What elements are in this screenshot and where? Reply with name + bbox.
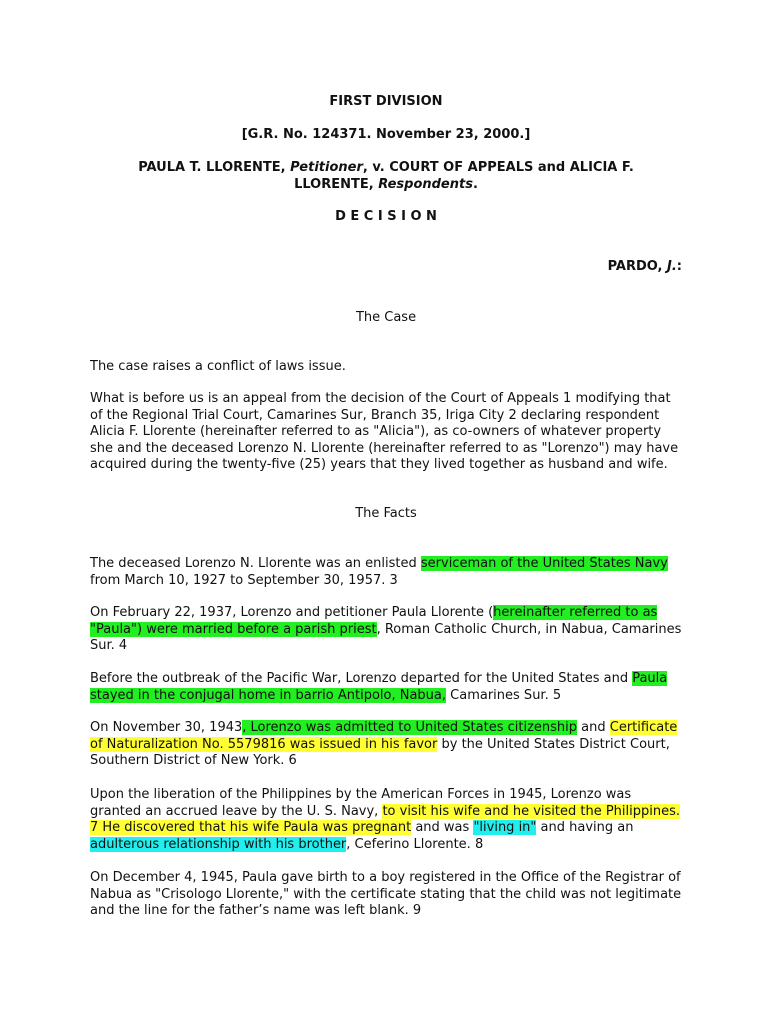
paragraph-1: The case raises a conflict of laws issue. <box>90 359 346 374</box>
text-run: Upon the liberation of the Philippines by the American Forces in 1945, Lorenzo was granted an accrued leave by the U. S. Navy, <box>90 787 632 819</box>
text-run: Camarines Sur. 5 <box>446 687 562 703</box>
ponente <box>90 259 682 276</box>
petitioner-role: Petitioner <box>290 160 363 175</box>
paragraph-3 <box>90 556 682 589</box>
highlight-cyan: "living in" <box>473 820 537 835</box>
text-run: On November 30, 1943 <box>90 720 243 735</box>
text-run: and was <box>411 820 474 835</box>
text-run: The deceased Lorenzo N. Llorente was an enlisted <box>90 556 421 571</box>
text-run: , Ceferino Llorente. 8 <box>346 836 484 852</box>
paragraph-7 <box>90 787 682 853</box>
paragraph-2: What is before us is an appeal from the decision of the Court of Appeals 1 modifying that of the Regional Trial Court, Camarines Sur, Branch 35, Iriga City 2 declaring respondent Alicia F. Llorente (hereinafter referred to as "Alicia"), as co-owners of whatever property she and the deceased Lorenzo N. Llorente (hereinafter referred to as "Lorenzo") may have acquired during the twenty-five (25) years that they lived together as husband and wife. <box>90 391 679 472</box>
highlight-green: hereinafter referred to as "Paula") were married before a parish priest <box>90 605 658 637</box>
highlight-green: Paula stayed in the conjugal home in barrio Antipolo, Nabua, <box>90 671 668 703</box>
paragraph-4 <box>90 605 682 655</box>
text-run: and <box>577 720 610 735</box>
text-run: and having an <box>536 820 634 835</box>
text-run: from March 10, 1927 to September 30, 1957. 3 <box>90 572 398 588</box>
judge-end: : <box>676 259 682 274</box>
highlight-yellow: Certificate of Naturalization No. 5579816 was issued in his favor <box>90 720 678 752</box>
decision-heading: D E C I S I O N <box>335 209 437 224</box>
section-heading-facts: The Facts <box>355 506 417 521</box>
text-run: by the United States District Court, Southern District of New York. 6 <box>90 736 670 768</box>
case-number: [G.R. No. 124371. November 23, 2000.] <box>241 127 531 142</box>
paragraph-5 <box>90 671 682 704</box>
judge-title: J. <box>667 259 677 274</box>
highlight-cyan: adulterous relationship with his brother <box>90 836 347 852</box>
highlight-yellow: to visit his wife and he visited the Philippines. 7 He discovered that his wife Paula was pregnant <box>90 803 681 835</box>
respondent-names: , v. COURT OF APPEALS and ALICIA F. LLORENTE, <box>294 160 634 192</box>
case-parties <box>90 160 682 193</box>
petitioner-name: PAULA T. LLORENTE, <box>138 160 291 175</box>
text-run: , Roman Catholic Church, in Nabua, Camarines Sur. 4 <box>90 621 682 653</box>
division-heading: FIRST DIVISION <box>329 94 443 109</box>
highlight-green: serviceman of the United States Navy <box>420 556 668 571</box>
judge-name: PARDO, <box>607 259 668 274</box>
section-heading-case: The Case <box>355 310 417 325</box>
highlight-green: , Lorenzo was admitted to United States citizenship <box>242 720 578 735</box>
respondent-role: Respondents <box>378 176 473 192</box>
parties-end: . <box>472 176 478 192</box>
text-run: Before the outbreak of the Pacific War, Lorenzo departed for the United States and <box>90 671 633 686</box>
text-run: On February 22, 1937, Lorenzo and petitioner Paula Llorente ( <box>90 605 494 620</box>
paragraph-6 <box>90 720 682 770</box>
paragraph-8: On December 4, 1945, Paula gave birth to a boy registered in the Office of the Registrar of Nabua as "Crisologo Llorente," with the certificate stating that the child was not legitimate and the line for the father’s name was left blank. 9 <box>90 870 682 918</box>
